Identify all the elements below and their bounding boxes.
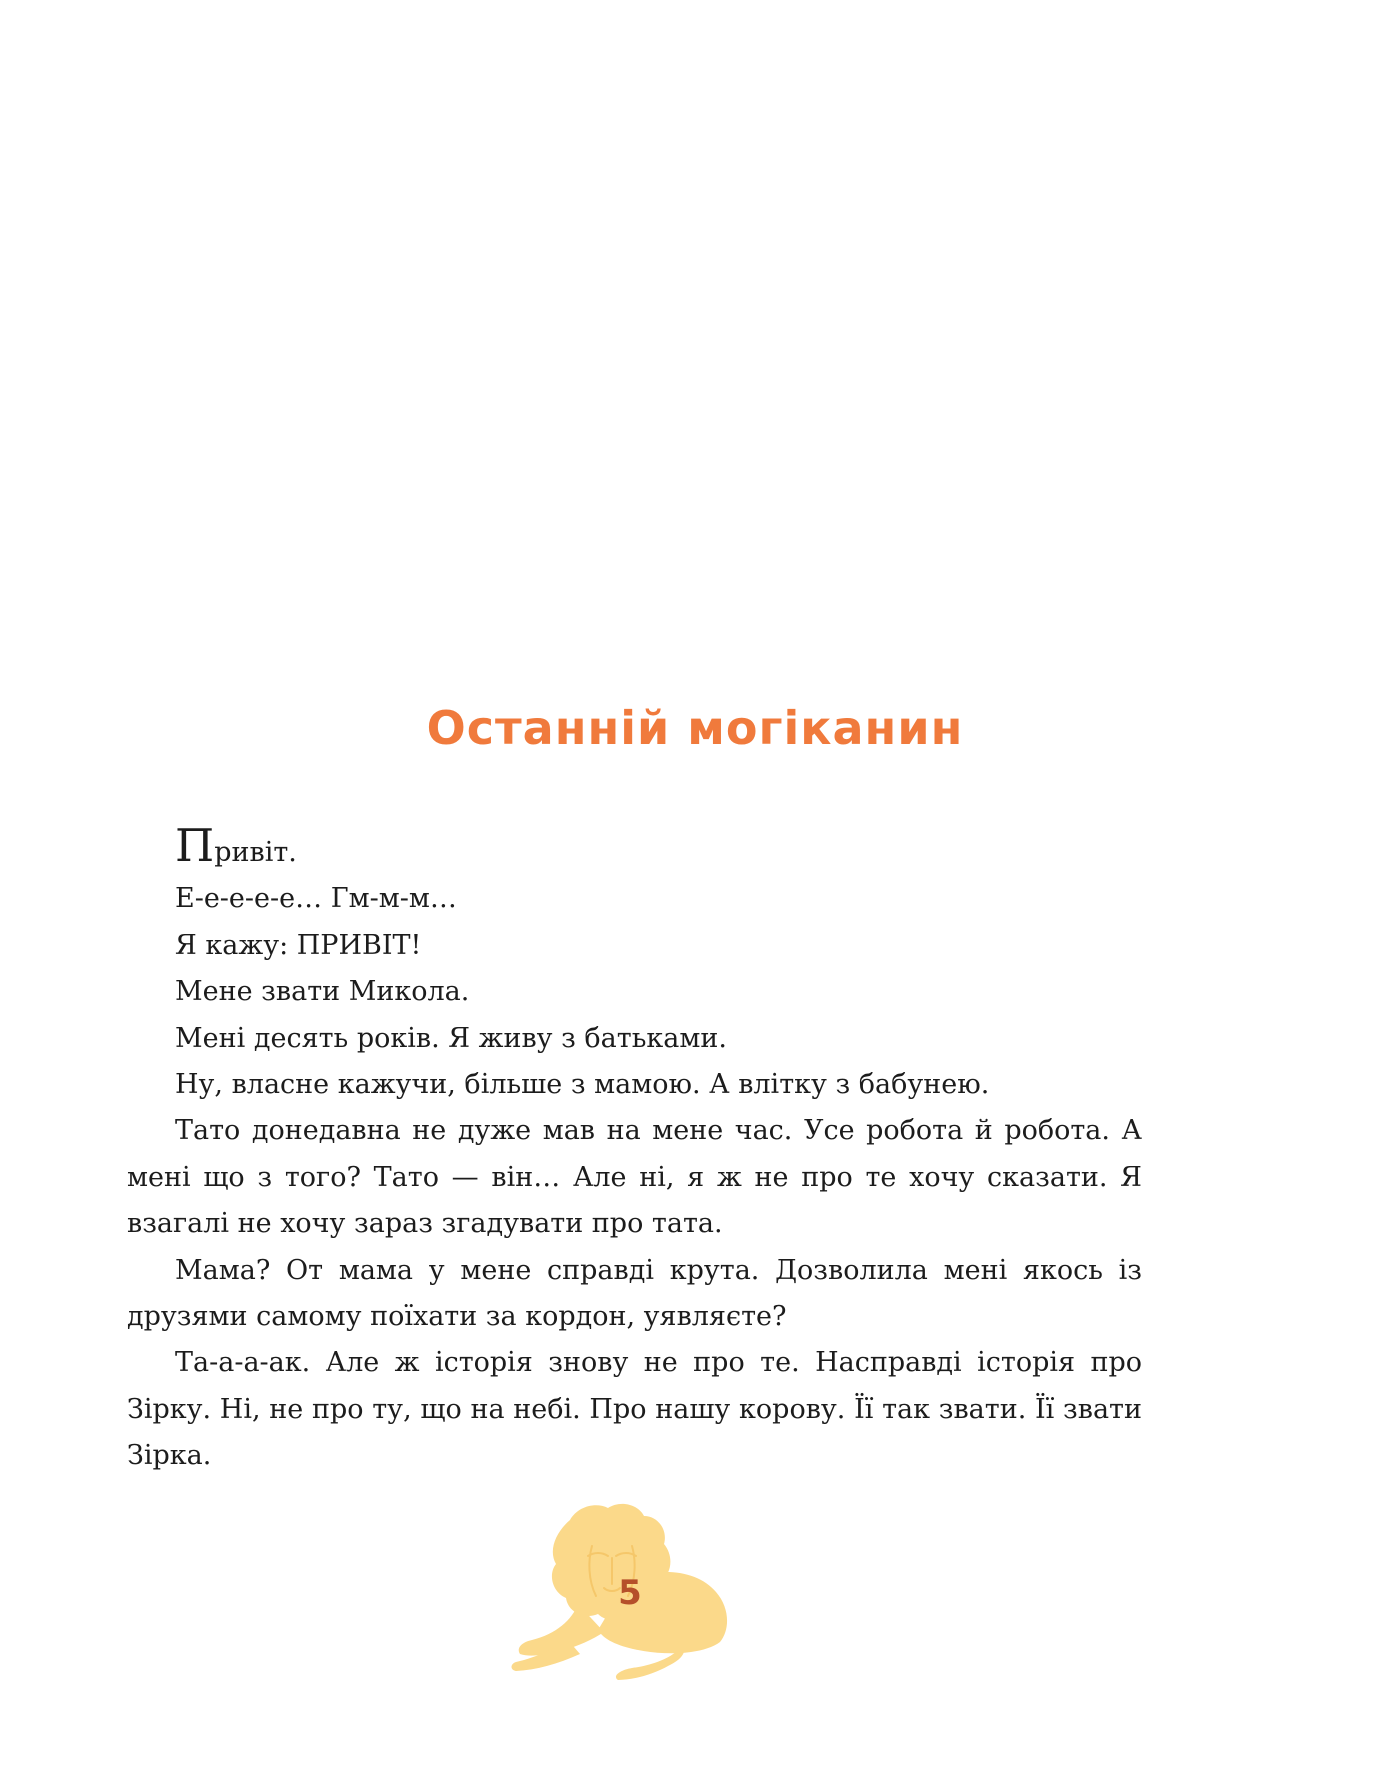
paragraph-1-rest: ривіт. — [214, 837, 297, 868]
lion-icon — [508, 1500, 748, 1685]
drop-cap: П — [175, 819, 215, 872]
paragraph-8: Мама? От мама у мене справді крута. Дозволила мені якось із друзями самому поїхати за кордон, уявляєте? — [127, 1254, 1142, 1333]
paragraph-6: Ну, власне кажучи, більше з мамою. А влітку з бабунею. — [175, 1069, 990, 1101]
paragraph-5: Мені десять років. Я живу з батьками. — [175, 1022, 727, 1054]
body-text — [127, 819, 1142, 1480]
chapter-title: Останній могіканин — [426, 701, 964, 755]
paragraph-7: Тато донедавна не дуже мав на мене час. Усе робота й робота. А мені що з того? Тато — він… Але ні, я ж не про те хочу сказати. Я взагалі не хочу зараз згадувати про тата. — [127, 1115, 1142, 1240]
paragraph-2: Е-е-е-е-е… Гм-м-м… — [175, 883, 457, 915]
paragraph-3: Я кажу: ПРИВІТ! — [175, 929, 422, 961]
page-footer-ornament — [508, 1500, 748, 1685]
paragraph-1 — [127, 819, 1142, 876]
paragraph-4: Мене звати Микола. — [175, 976, 470, 1008]
paragraph-9: Та-а-а-ак. Але ж історія знову не про те. Насправді історія про Зірку. Ні, не про ту, що на небі. Про нашу корову. Її так звати. Її звати Зірка. — [127, 1347, 1142, 1472]
page-number: 5 — [618, 1573, 642, 1613]
